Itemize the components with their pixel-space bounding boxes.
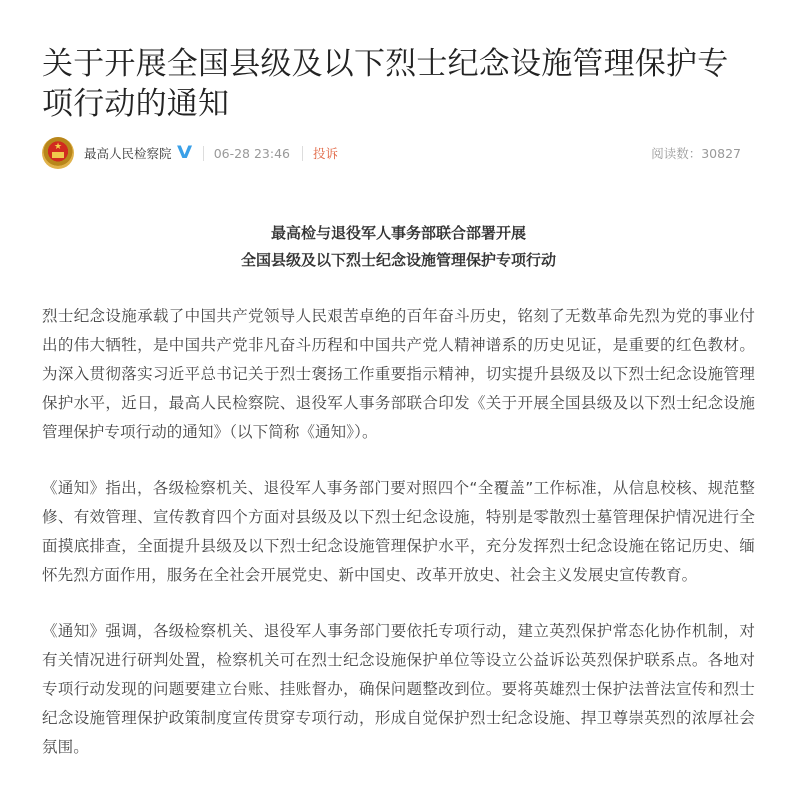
read-count: 阅读数：30827	[651, 146, 741, 161]
divider	[203, 146, 204, 161]
article-meta	[42, 135, 755, 171]
body-paragraph-2: 《通知》指出，各级检察机关、退役军人事务部门要对照四个“全覆盖”工作标准，从信息校核、规范整修、有效管理、宣传教育四个方面对县级及以下烈士纪念设施，特别是零散烈士墓管理保护情况进行全面摸底排查，全面提升县级及以下烈士纪念设施管理保护水平，充分发挥烈士纪念设施在铭记历史、缅怀先烈方面作用，服务在全社会开展党史、新中国史、改革开放史、社会主义发展史宣传教育。	[42, 479, 755, 584]
body-paragraph-1: 烈士纪念设施承载了中国共产党领导人民艰苦卓绝的百年奋斗历史，铭刻了无数革命先烈为党的事业付出的伟大牺牲，是中国共产党非凡奋斗历程和中国共产党人精神谱系的历史见证，是重要的红色教材。为深入贯彻落实习近平总书记关于烈士褒扬工作重要指示精神，切实提升县级及以下烈士纪念设施管理保护水平，近日，最高人民检察院、退役军人事务部联合印发《关于开展全国县级及以下烈士纪念设施管理保护专项行动的通知》（以下简称《通知》）。	[42, 307, 755, 441]
article-subheading	[42, 220, 755, 274]
emblem-gate-shape	[52, 152, 64, 158]
author-link[interactable]: 最高人民检察院	[84, 146, 172, 161]
report-link[interactable]: 投诉	[313, 146, 339, 161]
subheading-line-1: 最高检与退役军人事务部联合部署开展	[270, 224, 526, 242]
verified-v-icon: V	[176, 143, 192, 163]
divider	[302, 146, 303, 161]
procuratorate-emblem-icon: ★	[53, 142, 63, 152]
article-title: 关于开展全国县级及以下烈士纪念设施管理保护专项行动的通知	[42, 46, 729, 122]
subheading-line-2: 全国县级及以下烈士纪念设施管理保护专项行动	[240, 251, 556, 269]
publish-timestamp: 06-28 23:46	[213, 145, 291, 161]
body-paragraph-3: 《通知》强调，各级检察机关、退役军人事务部门要依托专项行动，建立英烈保护常态化协作机制，对有关情况进行研判处置，检察机关可在烈士纪念设施保护单位等设立公益诉讼英烈保护联系点。各地对专项行动发现的问题要建立台账、挂账督办，确保问题整改到位。要将英雄烈士保护法普法宣传和烈士纪念设施管理保护政策制度宣传贯穿专项行动，形成自觉保护烈士纪念设施、捍卫尊崇英烈的浓厚社会氛围。	[42, 622, 755, 756]
avatar[interactable]	[42, 137, 74, 169]
